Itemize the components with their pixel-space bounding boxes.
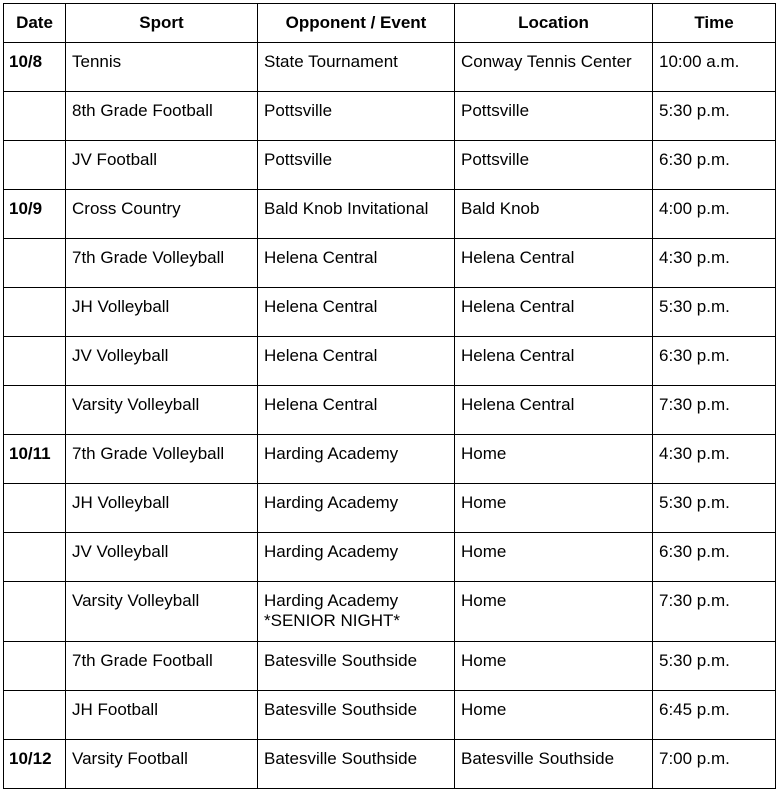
time-cell bbox=[653, 533, 776, 582]
time-cell bbox=[653, 484, 776, 533]
sport-cell-text: JV Football bbox=[72, 150, 158, 169]
time-cell-text: 6:30 p.m. bbox=[659, 542, 730, 561]
table-row bbox=[4, 288, 776, 337]
table-row bbox=[4, 435, 776, 484]
table-row bbox=[4, 386, 776, 435]
location-cell bbox=[455, 43, 653, 92]
sport-cell-text: Varsity Volleyball bbox=[72, 395, 200, 414]
location-cell-text: Pottsville bbox=[461, 101, 530, 120]
location-cell-text: Helena Central bbox=[461, 395, 575, 414]
time-cell-text: 4:00 p.m. bbox=[659, 199, 730, 218]
event-cell-text: Batesville Southside bbox=[264, 749, 418, 768]
event-cell-text: Bald Knob Invitational bbox=[264, 199, 429, 218]
location-cell-text: Helena Central bbox=[461, 248, 575, 267]
date-cell bbox=[4, 740, 66, 789]
event-cell-text: Pottsville bbox=[264, 101, 333, 120]
time-cell-text: 6:30 p.m. bbox=[659, 150, 730, 169]
table-body bbox=[4, 43, 776, 789]
time-cell-text: 5:30 p.m. bbox=[659, 493, 730, 512]
event-note-text: *SENIOR NIGHT* bbox=[264, 611, 401, 630]
location-cell bbox=[455, 92, 653, 141]
event-cell bbox=[258, 288, 455, 337]
event-cell-text: State Tournament bbox=[264, 52, 398, 71]
time-cell-text: 5:30 p.m. bbox=[659, 101, 730, 120]
table-row bbox=[4, 43, 776, 92]
sport-cell-text: Cross Country bbox=[72, 199, 181, 218]
date-cell bbox=[4, 43, 66, 92]
date-cell bbox=[4, 92, 66, 141]
sport-cell-text: Varsity Football bbox=[72, 749, 188, 768]
header-row bbox=[4, 4, 776, 43]
date-cell-text: 10/9 bbox=[9, 199, 43, 218]
sport-cell-text: Tennis bbox=[72, 52, 122, 71]
event-cell-text: Batesville Southside bbox=[264, 651, 418, 670]
sport-cell-text: JV Volleyball bbox=[72, 346, 169, 365]
event-cell-text: Batesville Southside bbox=[264, 700, 418, 719]
date-cell bbox=[4, 190, 66, 239]
table-row bbox=[4, 239, 776, 288]
time-cell bbox=[653, 239, 776, 288]
event-cell bbox=[258, 190, 455, 239]
sport-cell bbox=[66, 190, 258, 239]
sport-cell-text: JH Football bbox=[72, 700, 158, 719]
date-cell bbox=[4, 484, 66, 533]
date-cell bbox=[4, 691, 66, 740]
date-cell-text: 10/12 bbox=[9, 749, 52, 768]
event-cell bbox=[258, 642, 455, 691]
event-cell bbox=[258, 484, 455, 533]
date-cell bbox=[4, 239, 66, 288]
time-cell-text: 5:30 p.m. bbox=[659, 651, 730, 670]
location-cell bbox=[455, 288, 653, 337]
table-row bbox=[4, 92, 776, 141]
header-location: Location bbox=[455, 4, 653, 43]
header-event: Opponent / Event bbox=[258, 4, 455, 43]
sport-cell-text: 7th Grade Volleyball bbox=[72, 444, 225, 463]
time-cell-text: 7:00 p.m. bbox=[659, 749, 730, 768]
time-cell bbox=[653, 337, 776, 386]
event-cell bbox=[258, 435, 455, 484]
sport-cell bbox=[66, 43, 258, 92]
sport-cell bbox=[66, 141, 258, 190]
location-cell bbox=[455, 141, 653, 190]
table-row bbox=[4, 740, 776, 789]
location-cell-text: Home bbox=[461, 651, 507, 670]
location-cell-text: Conway Tennis Center bbox=[461, 52, 632, 71]
sport-cell bbox=[66, 337, 258, 386]
sport-cell-text: 7th Grade Volleyball bbox=[72, 248, 225, 267]
location-cell-text: Helena Central bbox=[461, 297, 575, 316]
date-cell bbox=[4, 386, 66, 435]
event-cell bbox=[258, 582, 455, 642]
event-cell-text: Pottsville bbox=[264, 150, 333, 169]
location-cell bbox=[455, 190, 653, 239]
location-cell bbox=[455, 691, 653, 740]
sport-cell bbox=[66, 386, 258, 435]
location-cell-text: Batesville Southside bbox=[461, 749, 615, 768]
event-cell-text: Harding Academy bbox=[264, 444, 399, 463]
date-cell bbox=[4, 288, 66, 337]
table-row bbox=[4, 190, 776, 239]
date-cell bbox=[4, 533, 66, 582]
event-cell bbox=[258, 239, 455, 288]
time-cell bbox=[653, 435, 776, 484]
header-date: Date bbox=[4, 4, 66, 43]
time-cell bbox=[653, 386, 776, 435]
date-cell bbox=[4, 642, 66, 691]
date-cell bbox=[4, 141, 66, 190]
table-row bbox=[4, 642, 776, 691]
event-cell bbox=[258, 337, 455, 386]
sport-cell bbox=[66, 642, 258, 691]
sport-cell bbox=[66, 582, 258, 642]
table-row bbox=[4, 484, 776, 533]
date-cell-text: 10/11 bbox=[9, 444, 51, 463]
event-cell-text: Helena Central bbox=[264, 346, 378, 365]
location-cell-text: Home bbox=[461, 493, 507, 512]
event-cell-text: Harding Academy bbox=[264, 542, 399, 561]
header-time: Time bbox=[653, 4, 776, 43]
sport-cell bbox=[66, 740, 258, 789]
sport-cell bbox=[66, 92, 258, 141]
location-cell bbox=[455, 582, 653, 642]
event-cell bbox=[258, 43, 455, 92]
location-cell-text: Home bbox=[461, 591, 507, 610]
event-cell-text: Harding Academy bbox=[264, 493, 399, 512]
table-row bbox=[4, 337, 776, 386]
location-cell-text: Home bbox=[461, 444, 507, 463]
time-cell-text: 6:30 p.m. bbox=[659, 346, 730, 365]
header-sport: Sport bbox=[66, 4, 258, 43]
time-cell bbox=[653, 691, 776, 740]
location-cell bbox=[455, 239, 653, 288]
sport-cell bbox=[66, 239, 258, 288]
event-cell bbox=[258, 92, 455, 141]
date-cell bbox=[4, 337, 66, 386]
sport-cell-text: Varsity Volleyball bbox=[72, 591, 200, 610]
table-row bbox=[4, 141, 776, 190]
date-cell-text: 10/8 bbox=[9, 52, 43, 71]
time-cell bbox=[653, 740, 776, 789]
location-cell-text: Helena Central bbox=[461, 346, 575, 365]
time-cell bbox=[653, 582, 776, 642]
event-cell bbox=[258, 740, 455, 789]
time-cell-text: 4:30 p.m. bbox=[659, 444, 730, 463]
sport-cell-text: JH Volleyball bbox=[72, 297, 170, 316]
date-cell bbox=[4, 435, 66, 484]
time-cell-text: 4:30 p.m. bbox=[659, 248, 730, 267]
table-row bbox=[4, 691, 776, 740]
sport-cell bbox=[66, 435, 258, 484]
time-cell bbox=[653, 43, 776, 92]
time-cell-text: 7:30 p.m. bbox=[659, 395, 730, 414]
time-cell bbox=[653, 190, 776, 239]
location-cell bbox=[455, 533, 653, 582]
event-cell bbox=[258, 691, 455, 740]
location-cell bbox=[455, 337, 653, 386]
event-cell bbox=[258, 533, 455, 582]
event-cell-text: Helena Central bbox=[264, 395, 378, 414]
time-cell-text: 10:00 a.m. bbox=[659, 52, 740, 71]
time-cell-text: 6:45 p.m. bbox=[659, 700, 730, 719]
location-cell bbox=[455, 740, 653, 789]
table-row bbox=[4, 582, 776, 642]
time-cell bbox=[653, 92, 776, 141]
location-cell-text: Home bbox=[461, 700, 507, 719]
event-cell-text: Helena Central bbox=[264, 297, 378, 316]
location-cell-text: Home bbox=[461, 542, 507, 561]
location-cell bbox=[455, 484, 653, 533]
location-cell-text: Pottsville bbox=[461, 150, 530, 169]
sport-cell bbox=[66, 484, 258, 533]
location-cell bbox=[455, 386, 653, 435]
time-cell bbox=[653, 288, 776, 337]
schedule-table bbox=[3, 3, 776, 789]
time-cell-text: 5:30 p.m. bbox=[659, 297, 730, 316]
event-cell-text: Harding Academy bbox=[264, 591, 399, 610]
location-cell bbox=[455, 642, 653, 691]
sport-cell bbox=[66, 533, 258, 582]
sport-cell-text: JH Volleyball bbox=[72, 493, 170, 512]
sport-cell-text: JV Volleyball bbox=[72, 542, 169, 561]
event-cell-text: Helena Central bbox=[264, 248, 378, 267]
sport-cell-text: 8th Grade Football bbox=[72, 101, 213, 120]
time-cell bbox=[653, 642, 776, 691]
table-row bbox=[4, 533, 776, 582]
sport-cell bbox=[66, 691, 258, 740]
event-cell bbox=[258, 141, 455, 190]
time-cell bbox=[653, 141, 776, 190]
location-cell bbox=[455, 435, 653, 484]
event-cell bbox=[258, 386, 455, 435]
location-cell-text: Bald Knob bbox=[461, 199, 540, 218]
sport-cell-text: 7th Grade Football bbox=[72, 651, 213, 670]
time-cell-text: 7:30 p.m. bbox=[659, 591, 730, 610]
date-cell bbox=[4, 582, 66, 642]
sport-cell bbox=[66, 288, 258, 337]
